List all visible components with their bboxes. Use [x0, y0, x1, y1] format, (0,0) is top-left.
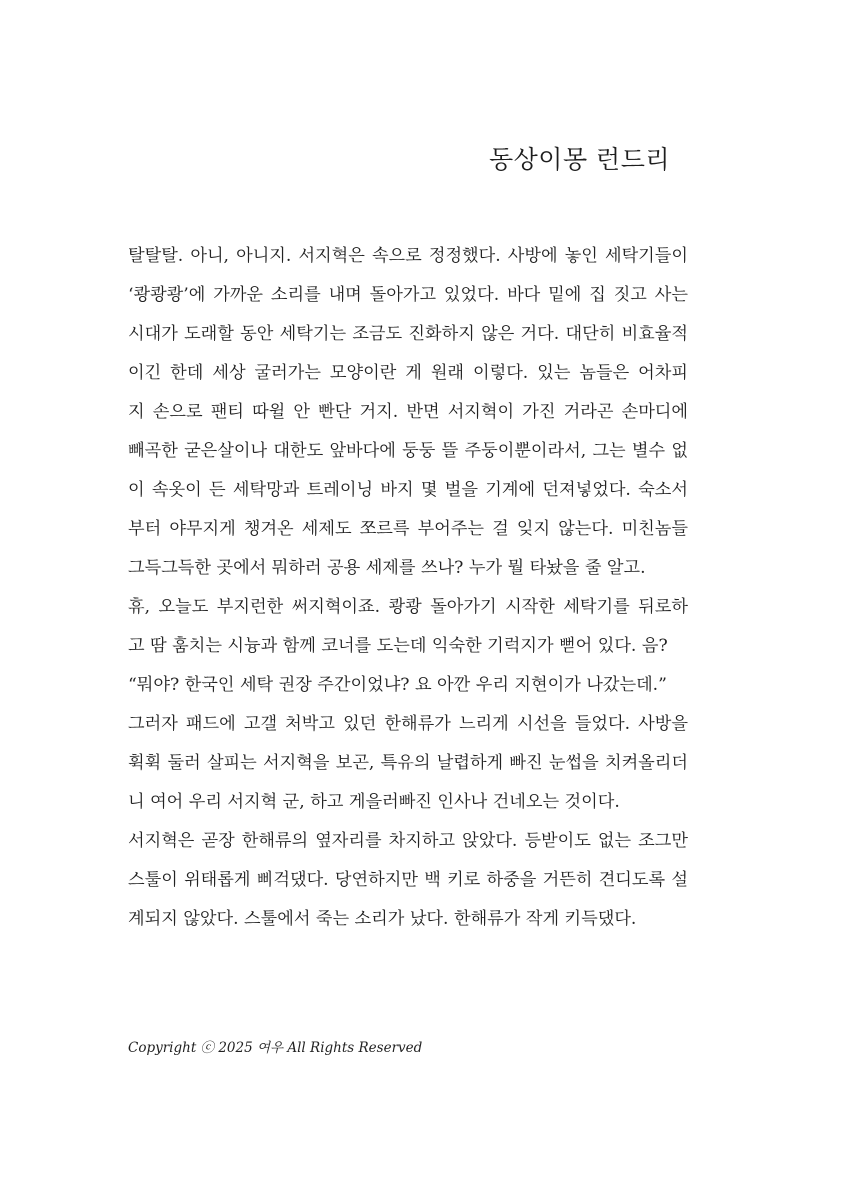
text-line: 휴, 오늘도 부지런한 써지혁이죠. 쾅쾅 돌아가기 시작한 세탁기를 뒤로하: [128, 597, 688, 617]
text-line: 이긴 한데 세상 굴러가는 모양이란 게 원래 이렇다. 있는 놈들은 어차피: [128, 363, 688, 383]
text-line: 부터 야무지게 챙겨온 세제도 쪼르륵 부어주는 걸 잊지 않는다. 미친놈들: [128, 519, 688, 539]
text-line: 지 손으로 팬티 따윌 안 빤단 거지. 반면 서지혁이 가진 거라곤 손마디에: [128, 402, 688, 422]
copyright-notice: Copyright ⓒ 2025 여우 All Rights Reserved: [128, 1040, 423, 1056]
text-line: 고 땀 훔치는 시늉과 함께 코너를 도는데 익숙한 기럭지가 뻗어 있다. 음?: [128, 636, 668, 656]
text-line: 스툴이 위태롭게 삐걱댔다. 당연하지만 백 키로 하중을 거뜬히 견디도록 설: [128, 870, 688, 890]
text-line: 계되지 않았다. 스툴에서 죽는 소리가 났다. 한해류가 작게 키득댔다.: [128, 909, 637, 929]
document-title: 동상이몽 런드리: [489, 145, 670, 174]
text-line: 탈탈탈. 아니, 아니지. 서지혁은 속으로 정정했다. 사방에 놓인 세탁기들이: [128, 246, 688, 266]
text-line: 니 여어 우리 서지혁 군, 하고 게을러빠진 인사나 건네오는 것이다.: [128, 792, 620, 812]
text-line: 서지혁은 곧장 한해류의 옆자리를 차지하고 앉았다. 등받이도 없는 조그만: [128, 831, 688, 851]
text-line: “뭐야? 한국인 세탁 권장 주간이었냐? 요 아깐 우리 지현이가 나갔는데.”: [128, 675, 667, 695]
text-line: 그득그득한 곳에서 뭐하러 공용 세제를 쓰나? 누가 뭘 타놨을 줄 알고.: [128, 558, 646, 578]
text-line: 시대가 도래할 동안 세탁기는 조금도 진화하지 않은 거다. 대단히 비효율적: [128, 324, 688, 344]
text-line: ‘쾅쾅쾅’에 가까운 소리를 내며 돌아가고 있었다. 바다 밑에 집 짓고 사는: [128, 285, 688, 305]
body-text: [128, 237, 688, 939]
text-line: 그러자 패드에 고갤 처박고 있던 한해류가 느리게 시선을 들었다. 사방을: [128, 714, 688, 734]
text-line: 휙휙 둘러 살피는 서지혁을 보곤, 특유의 날렵하게 빠진 눈썹을 치켜올리더: [128, 753, 688, 773]
text-line: 빼곡한 굳은살이나 대한도 앞바다에 둥둥 뜰 주둥이뿐이라서, 그는 별수 없: [128, 441, 688, 461]
text-line: 이 속옷이 든 세탁망과 트레이닝 바지 몇 벌을 기계에 던져넣었다. 숙소서: [128, 480, 688, 500]
